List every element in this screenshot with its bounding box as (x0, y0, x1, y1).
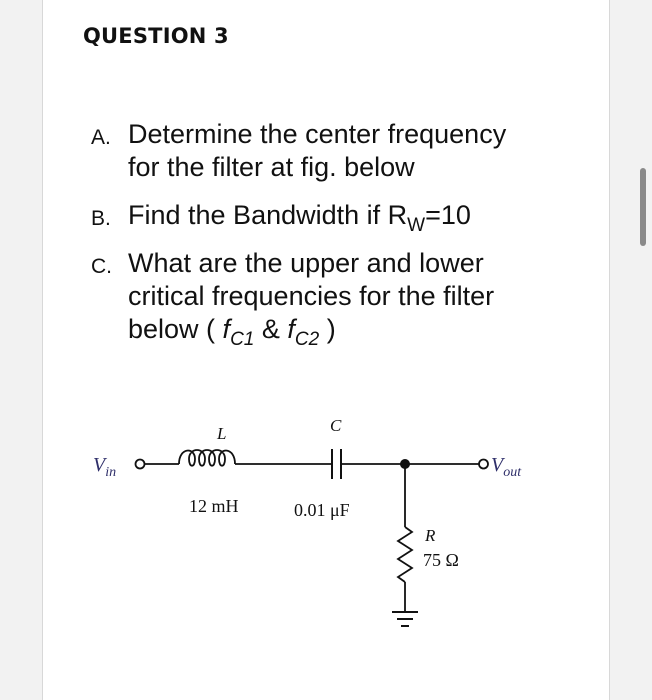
junction-dot (400, 459, 410, 469)
resistor-symbol (398, 527, 412, 582)
inductor-value: 12 mH (189, 496, 239, 516)
question-title: QUESTION 3 (83, 24, 229, 48)
document-page (42, 0, 610, 700)
inductor-symbol (179, 450, 235, 466)
vout-label: $V_{out}$ (491, 454, 522, 480)
item-line: Determine the center frequency (128, 119, 507, 149)
item-text-prefix: below ( (128, 314, 223, 344)
inductor-label: L (217, 424, 227, 443)
item-text-suffix: ) (319, 314, 336, 344)
fc2-base: f (287, 314, 295, 344)
fc1-subscript: C1 (230, 329, 255, 350)
item-marker: C. (91, 255, 112, 278)
item-line: What are the upper and lower (128, 248, 484, 278)
scrollbar-thumb[interactable] (640, 168, 646, 246)
vin-terminal (136, 460, 145, 469)
item-marker: B. (91, 207, 111, 230)
resistor-label: R (425, 526, 436, 545)
item-subscript: W (407, 215, 426, 236)
item-line: critical frequencies for the filter (128, 281, 495, 311)
capacitor-label: C (330, 416, 342, 435)
circuit-diagram (1, 0, 652, 700)
resistor-value: 75 Ω (423, 550, 459, 570)
amp-separator: & (254, 314, 288, 344)
item-text-prefix: Find the Bandwidth if R (128, 200, 408, 230)
vout-terminal (479, 460, 488, 469)
item-marker: A. (91, 126, 111, 149)
item-text-suffix: =10 (425, 200, 471, 230)
item-line: for the filter at fig. below (128, 152, 415, 182)
fc2-subscript: C2 (294, 329, 320, 350)
vin-label: $V_{in}$ (93, 454, 117, 480)
capacitor-value: 0.01 μF (294, 500, 350, 520)
fc1-base: f (222, 314, 231, 344)
